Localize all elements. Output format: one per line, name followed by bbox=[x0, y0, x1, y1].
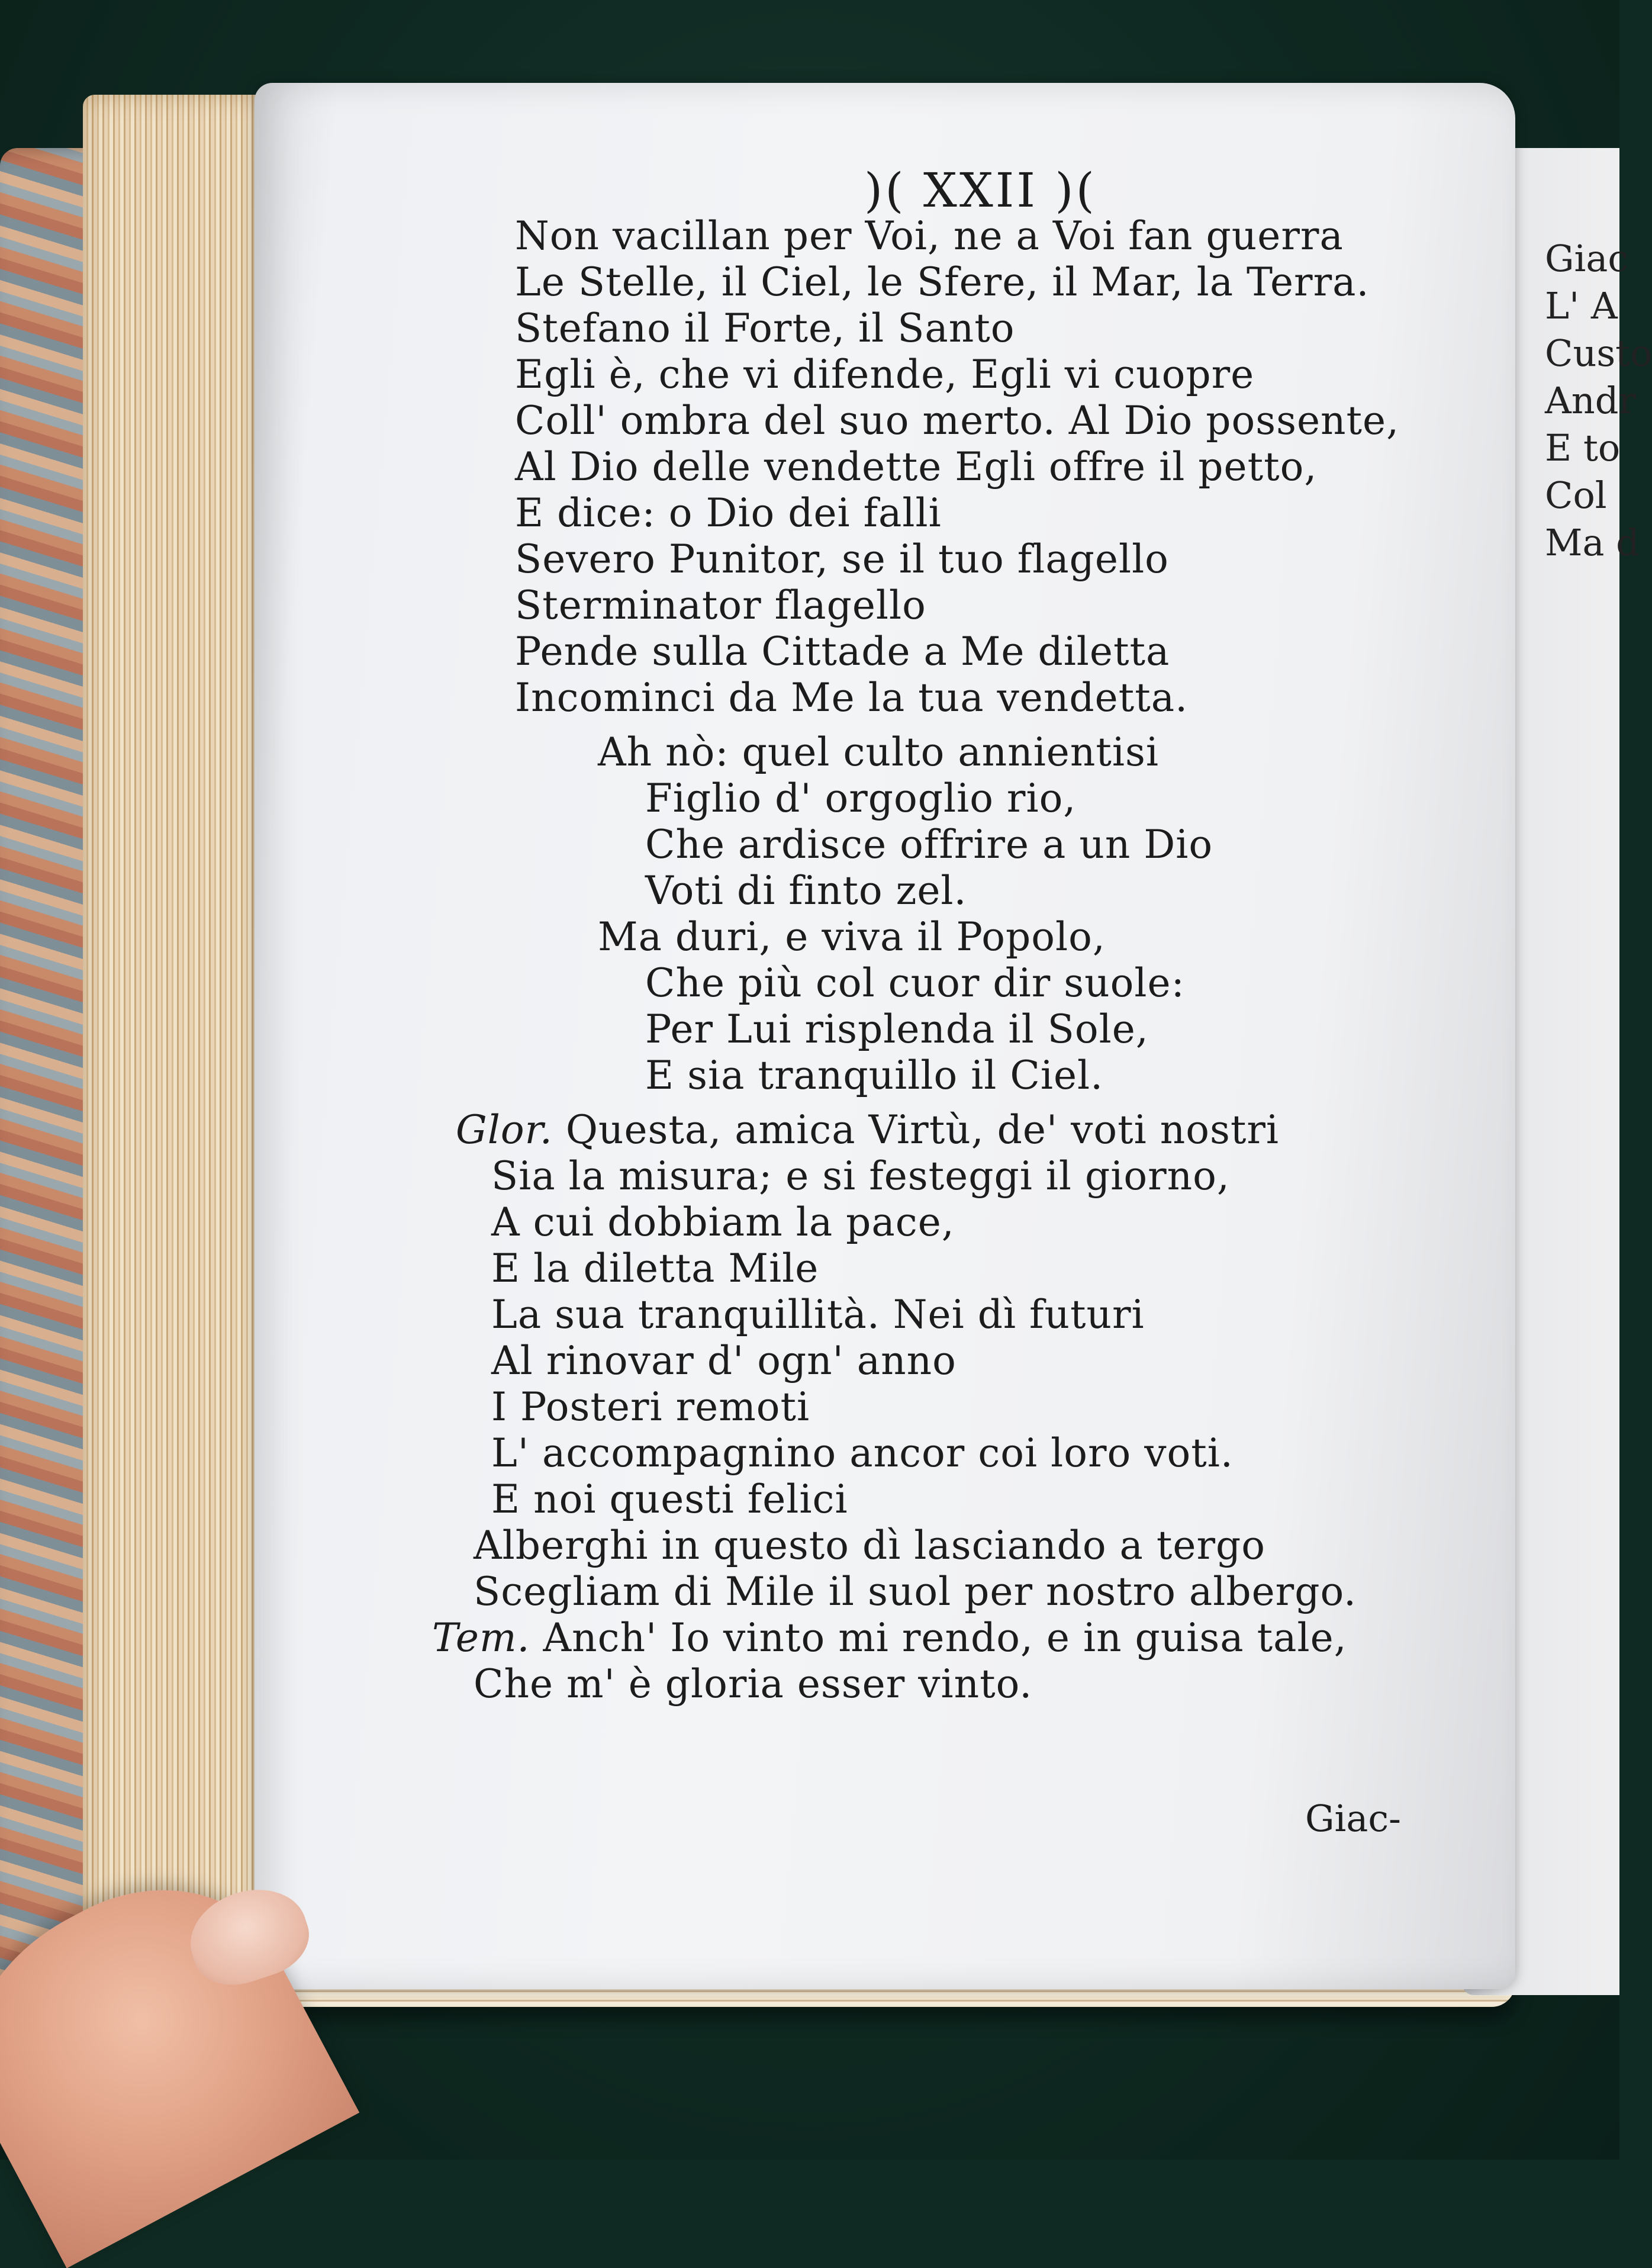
line-text: La sua tranquillità. Nei dì futuri bbox=[491, 1292, 1145, 1337]
line-text: L' accompagnino ancor coi loro voti. bbox=[491, 1430, 1234, 1476]
text-line bbox=[598, 729, 1159, 775]
line-text: Che ardisce offrire a un Dio bbox=[645, 822, 1213, 867]
text-line bbox=[645, 776, 1076, 821]
text-line bbox=[645, 960, 1185, 1006]
line-text: E noi questi felici bbox=[491, 1476, 848, 1522]
text-line bbox=[515, 259, 1369, 305]
line-text: Sia la misura; e si festeggi il giorno, bbox=[491, 1153, 1230, 1199]
text-line bbox=[515, 675, 1188, 720]
text-line bbox=[456, 1107, 1279, 1153]
text-line bbox=[515, 352, 1254, 397]
line-text: Che più col cuor dir suole: bbox=[645, 960, 1185, 1006]
text-line bbox=[515, 305, 1015, 351]
line-text: E dice: o Dio dei falli bbox=[515, 490, 942, 536]
text-line bbox=[515, 213, 1344, 259]
speaker-label: Glor. bbox=[456, 1107, 566, 1153]
right-page-fragment: Custo bbox=[1545, 332, 1652, 375]
line-text: Le Stelle, il Ciel, le Sfere, il Mar, la Terra. bbox=[515, 259, 1370, 305]
line-text: Scegliam di Mile il suol per nostro albergo. bbox=[474, 1569, 1357, 1614]
text-line bbox=[491, 1153, 1230, 1199]
text-line bbox=[491, 1476, 848, 1522]
text-line bbox=[598, 914, 1106, 960]
line-text: Pende sulla Cittade a Me diletta bbox=[515, 629, 1170, 674]
page-number-header bbox=[864, 163, 1097, 218]
line-text: Al Dio delle vendette Egli offre il petto, bbox=[515, 444, 1318, 490]
right-page-fragment: Giac bbox=[1545, 237, 1629, 280]
text-line bbox=[515, 398, 1399, 443]
right-page-fragment: Ma d bbox=[1545, 521, 1640, 564]
line-text: Voti di finto zel. bbox=[645, 868, 967, 913]
right-page-fragment: Andr bbox=[1545, 379, 1637, 422]
text-line bbox=[474, 1523, 1265, 1568]
line-text: Anch' Io vinto mi rendo, e in guisa tale, bbox=[543, 1615, 1347, 1661]
header-ornament-right: )( bbox=[1037, 163, 1097, 218]
line-text: Sterminator flagello bbox=[515, 583, 926, 628]
line-text: Stefano il Forte, il Santo bbox=[515, 305, 1015, 351]
line-text: Ah nò: quel culto annientisi bbox=[598, 729, 1159, 775]
text-line bbox=[491, 1292, 1145, 1337]
text-line bbox=[645, 868, 967, 913]
text-line bbox=[515, 583, 926, 628]
line-text: Per Lui risplenda il Sole, bbox=[645, 1006, 1149, 1052]
line-text: I Posteri remoti bbox=[491, 1384, 810, 1430]
line-text: E la diletta Mile bbox=[491, 1246, 819, 1291]
text-line bbox=[491, 1430, 1234, 1476]
line-text: Incominci da Me la tua vendetta. bbox=[515, 675, 1189, 720]
text-line bbox=[432, 1615, 1347, 1661]
line-text: A cui dobbiam la pace, bbox=[491, 1199, 955, 1245]
right-page-fragment: Col bbox=[1545, 474, 1607, 517]
text-line bbox=[491, 1384, 810, 1430]
text-line bbox=[645, 1006, 1149, 1052]
text-line bbox=[474, 1569, 1357, 1614]
line-text: Coll' ombra del suo merto. Al Dio possente, bbox=[515, 398, 1400, 443]
speaker-label: Tem. bbox=[432, 1615, 543, 1661]
page-stack-edges bbox=[83, 95, 284, 1977]
line-text: Egli è, che vi difende, Egli vi cuopre bbox=[515, 352, 1255, 397]
text-line bbox=[645, 822, 1213, 867]
text-line bbox=[515, 629, 1170, 674]
line-text: Ma duri, e viva il Popolo, bbox=[598, 914, 1106, 960]
line-text: Che m' è gloria esser vinto. bbox=[474, 1661, 1033, 1707]
text-line bbox=[491, 1246, 819, 1291]
line-text: Figlio d' orgoglio rio, bbox=[645, 776, 1077, 821]
line-text: E sia tranquillo il Ciel. bbox=[645, 1053, 1104, 1098]
line-text: Questa, amica Virtù, de' voti nostri bbox=[565, 1107, 1280, 1153]
text-line bbox=[515, 444, 1317, 490]
right-page-fragment: E to bbox=[1545, 426, 1621, 469]
header-ornament-left: )( bbox=[864, 163, 923, 218]
text-line bbox=[491, 1338, 957, 1384]
text-line bbox=[515, 536, 1169, 582]
line-text: Alberghi in questo dì lasciando a tergo bbox=[474, 1523, 1265, 1568]
text-line bbox=[645, 1053, 1103, 1098]
right-page-fragment: L' A bbox=[1545, 284, 1618, 327]
line-text: Non vacillan per Voi, ne a Voi fan guerra bbox=[515, 213, 1344, 259]
text-line bbox=[474, 1661, 1032, 1707]
line-text: Al rinovar d' ogn' anno bbox=[491, 1338, 957, 1384]
text-line bbox=[491, 1199, 955, 1245]
page-number: XXII bbox=[923, 163, 1038, 218]
text-line bbox=[515, 490, 942, 536]
line-text: Severo Punitor, se il tuo flagello bbox=[515, 536, 1169, 582]
catchword: Giac- bbox=[1305, 1797, 1401, 1840]
